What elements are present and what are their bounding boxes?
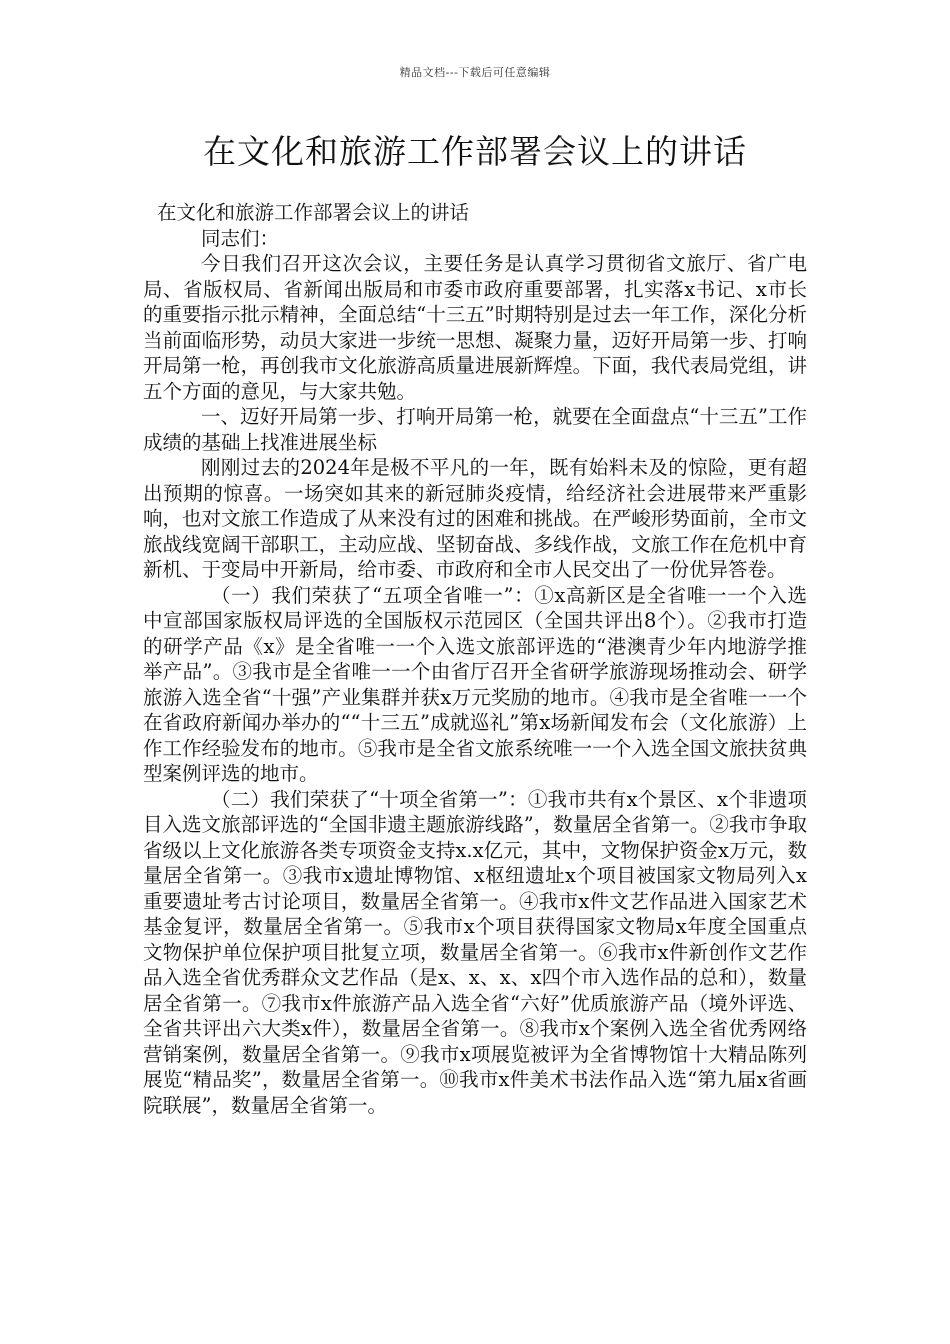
document-body <box>143 200 807 1118</box>
paragraph-five-firsts: （一）我们荣获了“五项全省唯一”：①x高新区是全省唯一一个入选中宣部国家版权局评选的全国版权示范园区（全国共评出8个）。②我市打造的研学产品《x》是全省唯一一个入选文旅部评选的“港澳青少年内地游学推举产品”。③我市是全省唯一一个由省厅召开全省研学旅游现场推动会、研学旅游入选全省“十强”产业集群并获x万元奖励的地市。④我市是全省唯一一个在省政府新闻办举办的““十三五”成就巡礼”第x场新闻发布会（文化旅游）上作工作经验发布的地市。⑤我市是全省文旅系统唯一一个入选全国文旅扶贫典型案例评选的地市。 <box>143 583 807 785</box>
paragraph-review: 刚刚过去的2024年是极不平凡的一年，既有始料未及的惊险，更有超出预期的惊喜。一场突如其来的新冠肺炎疫情，给经济社会进展带来严重影响，也对文旅工作造成了从来没有过的困难和挑战。在严峻形势面前，全市文旅战线宽阔干部职工，主动应战、坚韧奋战、多线作战，文旅工作在危机中育新机、于变局中开新局，给市委、市政府和全市人民交出了一份优异答卷。 <box>143 456 807 581</box>
paragraph-intro: 今日我们召开这次会议，主要任务是认真学习贯彻省文旅厅、省广电局、省版权局、省新闻出版局和市委市政府重要部署，扎实落x书记、x市长的重要指示批示精神，全面总结“十三五”时期特别是过去一年工作，深化分析当前面临形势，动员大家进一步统一思想、凝聚力量，迈好开局第一步、打响开局第一枪，再创我市文化旅游高质量进展新辉煌。下面，我代表局党组，讲五个方面的意见，与大家共勉。 <box>143 252 807 403</box>
document-subtitle: 在文化和旅游工作部署会议上的讲话 <box>157 201 470 224</box>
section-heading-one: 一、迈好开局第一步、打响开局第一枪，就要在全面盘点“十三五”工作成绩的基础上找准进展坐标 <box>143 405 807 454</box>
header-note: 精品文档---下载后可任意编辑 <box>399 66 551 79</box>
paragraph-ten-firsts: （二）我们荣获了“十项全省第一”：①我市共有x个景区、x个非遗项目入选文旅部评选的“全国非遗主题旅游线路”，数量居全省第一。②我市争取省级以上文化旅游各类专项资金支持x.x亿元，其中，文物保护资金x万元，数量居全省第一。③我市x遗址博物馆、x枢纽遗址x个项目被国家文物局列入x重要遗址考古讨论项目，数量居全省第一。④我市x件文艺作品进入国家艺术基金复评，数量居全省第一。⑤我市x个项目获得国家文物局x年度全国重点文物保护单位保护项目批复立项，数量居全省第一。⑥我市x件新创作文艺作品入选全省优秀群众文艺作品（是x、x、x、x四个市入选作品的总和），数量居全省第一。⑦我市x件旅游产品入选全省“六好”优质旅游产品（境外评选、全省共评出六大类x件），数量居全省第一。⑧我市x个案例入选全省优秀网络营销案例，数量居全省第一。⑨我市x项展览被评为全省博物馆十大精品陈列展览“精品奖”，数量居全省第一。⑩我市x件美术书法作品入选“第九届x省画院联展”，数量居全省第一。 <box>143 787 807 1117</box>
salutation: 同志们： <box>201 226 280 250</box>
document-title: 在文化和旅游工作部署会议上的讲话 <box>203 132 747 171</box>
